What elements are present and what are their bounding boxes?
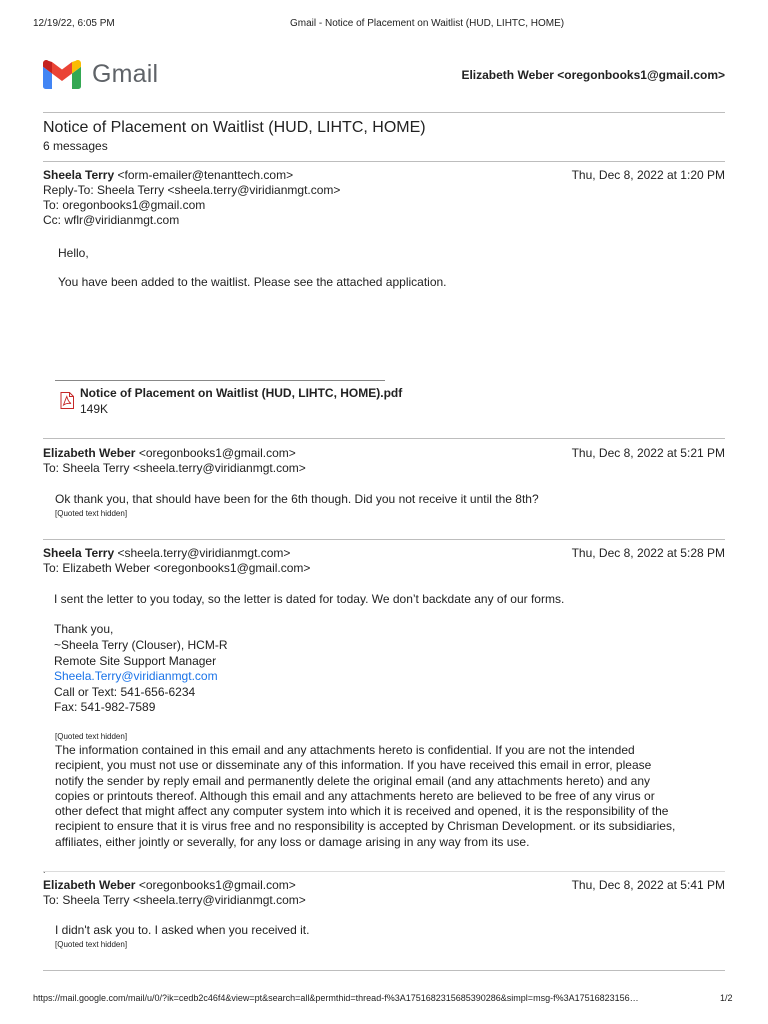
signature-line: ~Sheela Terry (Clouser), HCM-R	[54, 638, 228, 652]
sender-email: <oregonbooks1@gmail.com>	[138, 878, 296, 892]
gmail-wordmark: Gmail	[92, 60, 159, 88]
gmail-logo[interactable]	[43, 58, 165, 92]
message-4-to: To: Sheela Terry <sheela.terry@viridianmgt.com>	[43, 893, 306, 907]
message-1-body-line: Hello,	[58, 246, 89, 260]
message-3-from[interactable]	[43, 546, 290, 561]
sender-email: <form-emailer@tenanttech.com>	[117, 168, 294, 182]
divider	[43, 112, 725, 113]
message-4-date: Thu, Dec 8, 2022 at 5:41 PM	[571, 878, 725, 892]
message-2-body-line: Ok thank you, that should have been for the 6th though. Did you not receive it until the 8th?	[55, 492, 539, 506]
sender-name: Sheela Terry	[43, 546, 115, 560]
disclaimer-line: affiliates, either jointly or severally, for any loss or damage arising in any way from its use.	[55, 834, 530, 849]
message-3-to: To: Elizabeth Weber <oregonbooks1@gmail.com>	[43, 561, 311, 575]
message-1-to: To: oregonbooks1@gmail.com	[43, 198, 206, 212]
message-1-body-line: You have been added to the waitlist. Please see the attached application.	[58, 275, 447, 289]
disclaimer-line: recipient to ensure that it is virus free and no responsibility is accepted by Chrisman Development. or its subsidiaries,	[55, 819, 676, 834]
signature-email-link[interactable]: Sheela.Terry@viridianmgt.com	[54, 669, 218, 683]
message-4-from[interactable]	[43, 878, 296, 893]
disclaimer-line: other defect that might affect any computer system into which it is received and opened, it is the responsibility of the	[55, 804, 669, 819]
quoted-text-toggle[interactable]: [Quoted text hidden]	[55, 732, 128, 741]
disclaimer-line: copies or printouts thereof. Although this email and any attachments hereto are believed to be free of any virus or	[55, 788, 655, 803]
divider	[43, 539, 725, 540]
disclaimer-line: recipient, you must not use or disseminate any of this information. If you have received this email in error, please	[55, 758, 652, 773]
divider	[43, 438, 725, 439]
message-count: 6 messages	[43, 139, 108, 153]
message-3-body-line: I sent the letter to you today, so the letter is dated for today. We don’t backdate any of our forms.	[54, 592, 565, 606]
message-1-reply-to: Reply-To: Sheela Terry <sheela.terry@viridianmgt.com>	[43, 183, 341, 197]
quoted-text-toggle[interactable]: [Quoted text hidden]	[55, 940, 128, 949]
thread-subject: Notice of Placement on Waitlist (HUD, LIHTC, HOME)	[43, 119, 426, 136]
disclaimer-line: notify the sender by reply email and permanently delete the original email (and any attachments hereto) and any	[55, 773, 651, 788]
legal-disclaimer	[55, 743, 725, 850]
quoted-text-toggle[interactable]: [Quoted text hidden]	[55, 509, 128, 518]
attachment-name[interactable]: Notice of Placement on Waitlist (HUD, LIHTC, HOME).pdf	[80, 386, 403, 400]
message-2-from[interactable]	[43, 446, 296, 461]
sender-name: Elizabeth Weber	[43, 878, 136, 892]
gmail-m-icon	[43, 60, 81, 89]
signature-line: Thank you,	[54, 622, 114, 636]
divider	[43, 871, 725, 872]
sender-name: Sheela Terry	[43, 168, 115, 182]
message-1-cc: Cc: wflr@viridianmgt.com	[43, 213, 180, 227]
sender-name: Elizabeth Weber	[43, 446, 136, 460]
sender-email: <sheela.terry@viridianmgt.com>	[117, 546, 291, 560]
sender-email: <oregonbooks1@gmail.com>	[138, 446, 296, 460]
attachment-size: 149K	[80, 402, 109, 416]
signature-line: Remote Site Support Manager	[54, 654, 217, 668]
disclaimer-line: The information contained in this email and any attachments hereto is confidential. If you are not the intended	[55, 743, 635, 757]
message-2-to: To: Sheela Terry <sheela.terry@viridianmgt.com>	[43, 461, 306, 475]
message-1-from[interactable]	[43, 168, 293, 183]
divider	[43, 970, 725, 971]
message-2-date: Thu, Dec 8, 2022 at 5:21 PM	[571, 446, 725, 460]
account-identity: Elizabeth Weber <oregonbooks1@gmail.com>	[461, 68, 725, 82]
message-1-date: Thu, Dec 8, 2022 at 1:20 PM	[571, 168, 725, 182]
pdf-icon[interactable]	[60, 392, 74, 409]
signature-fax: Fax: 541-982-7589	[54, 700, 156, 714]
signature-phone: Call or Text: 541-656-6234	[54, 685, 196, 699]
print-timestamp: 12/19/22, 6:05 PM	[33, 18, 115, 29]
print-footer-url: https://mail.google.com/mail/u/0/?ik=cedb2c46f4&view=pt&search=all&permthid=thread-f%3A1751682315685390286&simpl=msg-f%3A17516823156…	[33, 993, 639, 1003]
print-page-number: 1/2	[720, 993, 733, 1003]
print-doc-title: Gmail - Notice of Placement on Waitlist (HUD, LIHTC, HOME)	[290, 18, 565, 29]
divider	[43, 161, 725, 162]
message-4-body-line: I didn't ask you to. I asked when you received it.	[55, 923, 310, 937]
attachment-divider	[55, 380, 385, 381]
separator-dot: .	[43, 865, 46, 875]
message-3-date: Thu, Dec 8, 2022 at 5:28 PM	[571, 546, 725, 560]
